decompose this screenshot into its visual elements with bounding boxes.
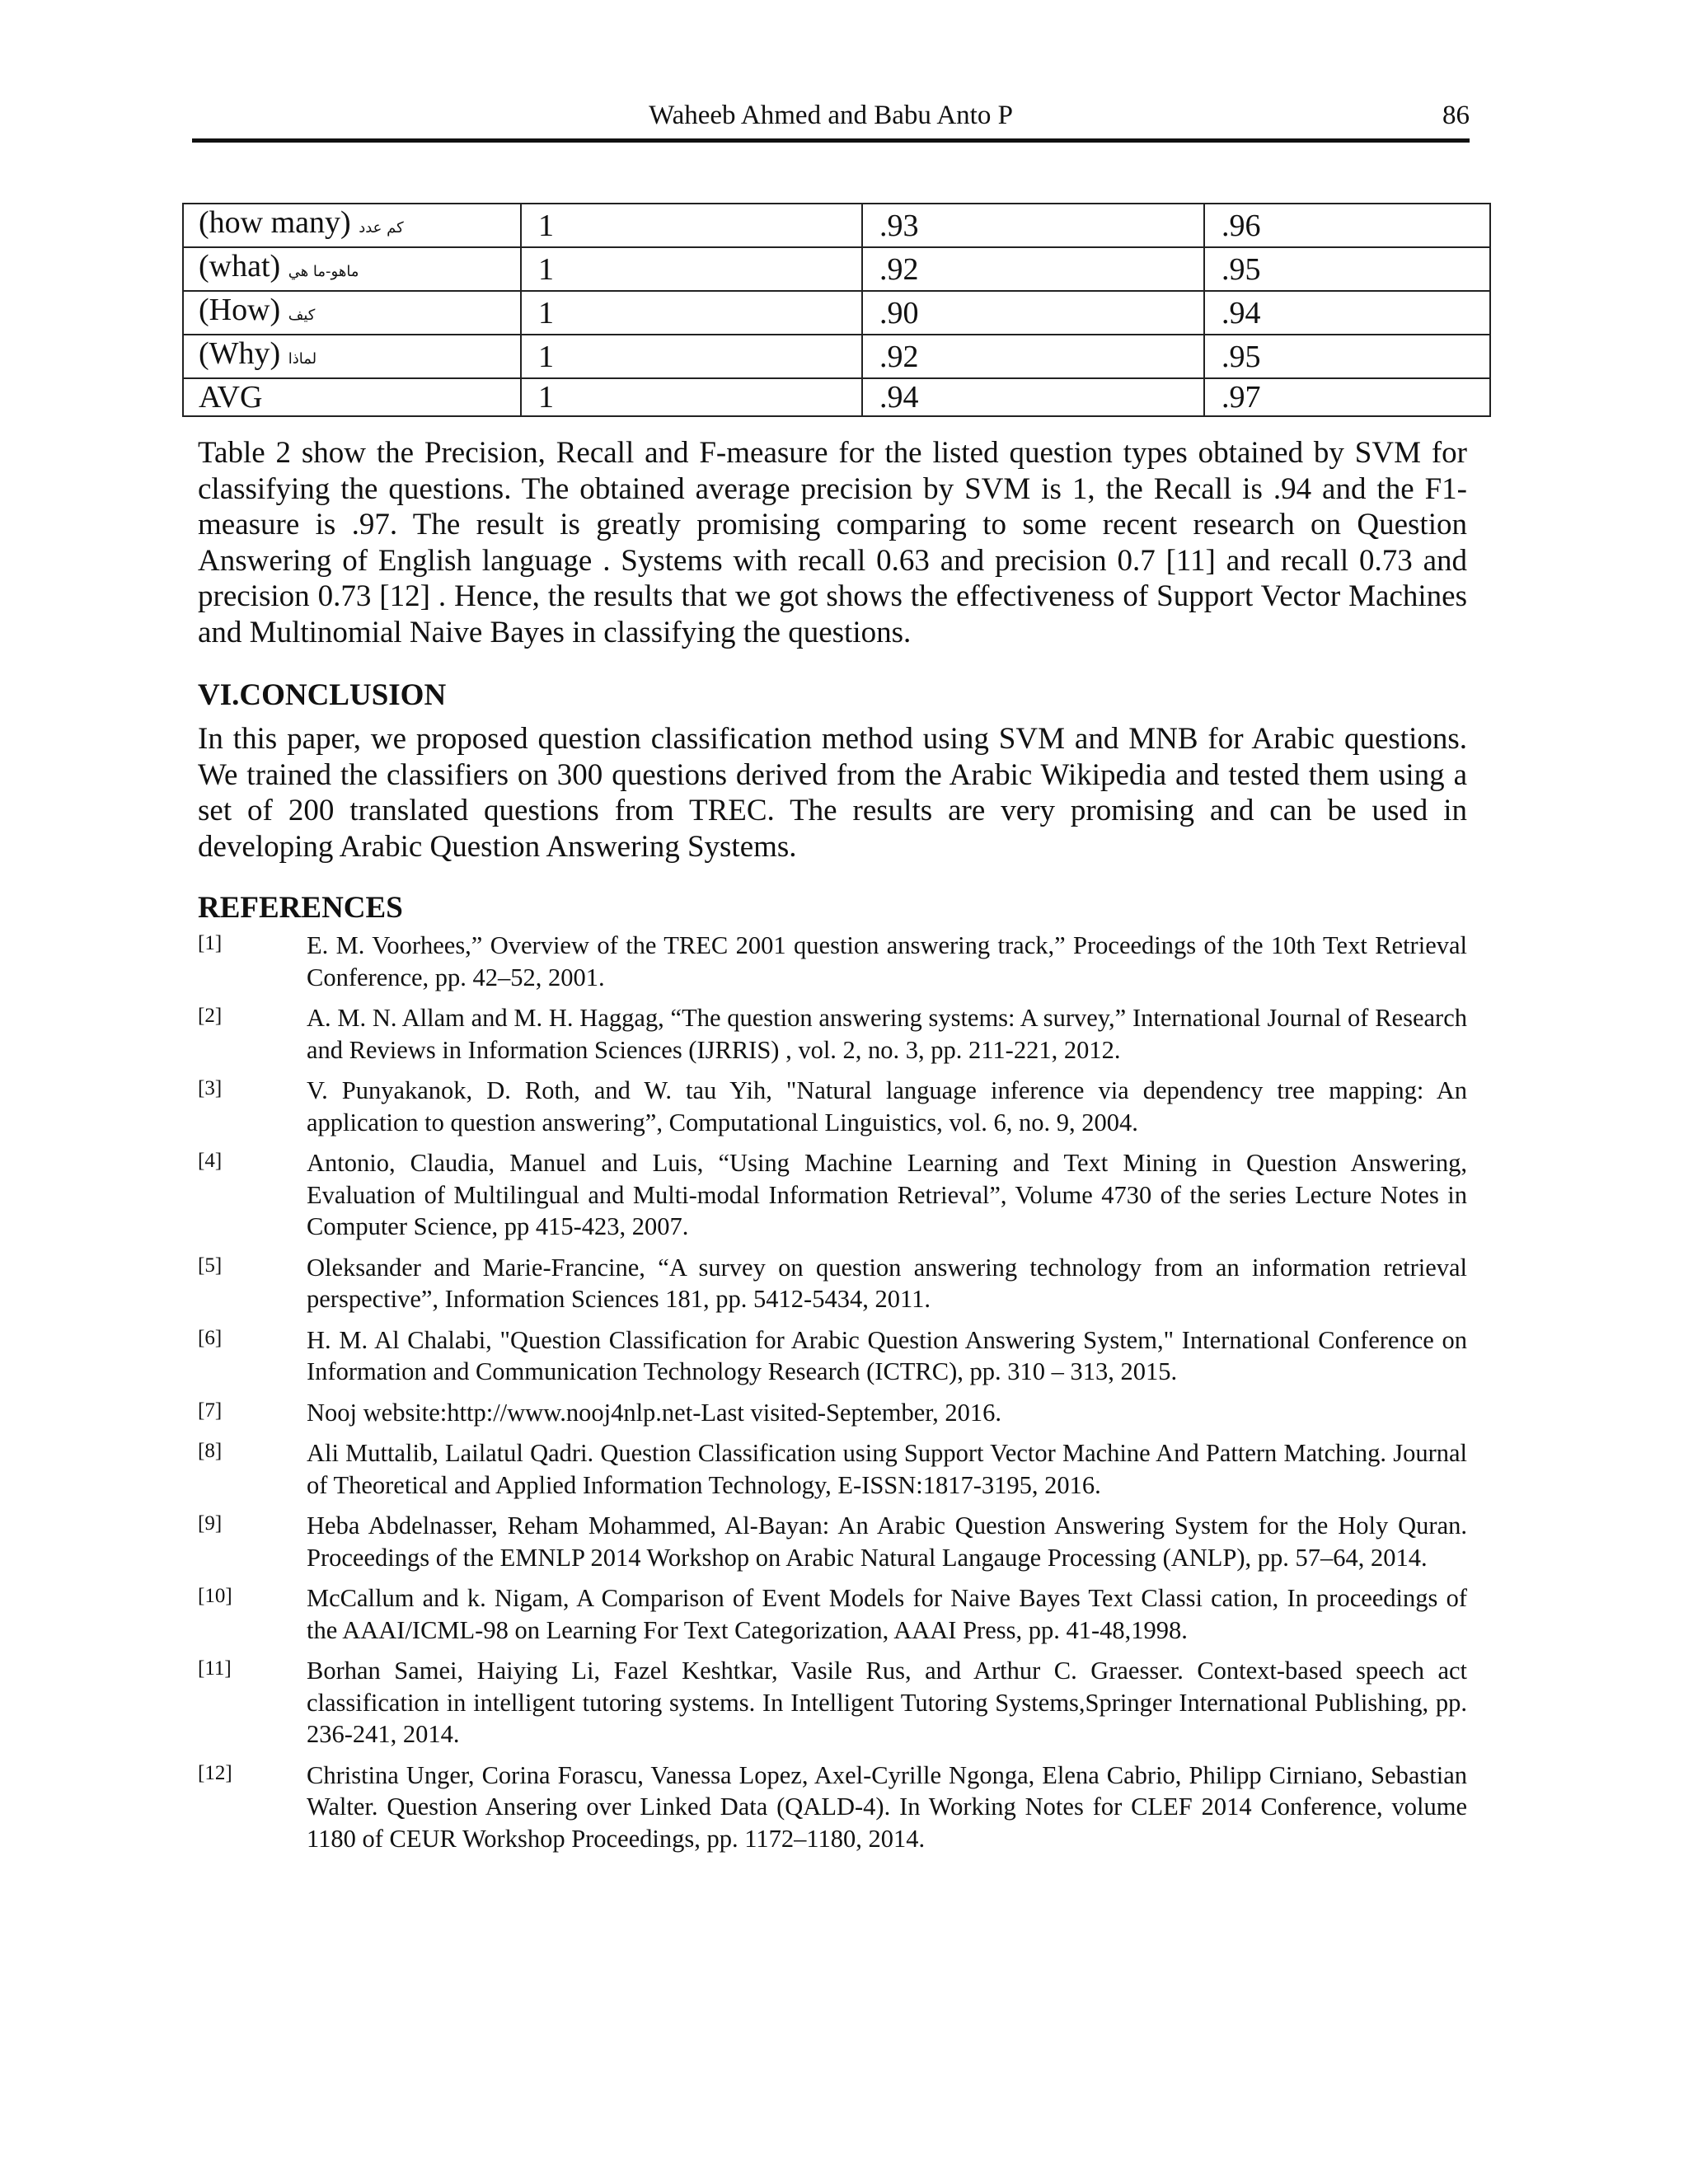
reference-item — [198, 1655, 1467, 1750]
reference-text: E. M. Voorhees,” Overview of the TREC 2001 question answering track,” Proceedings of the 10th Text Retrieval Conference, pp. 42–52, 2001. — [307, 931, 1467, 991]
reference-number: [1] — [198, 932, 223, 954]
table-row — [183, 378, 1490, 416]
table-row — [183, 247, 1490, 291]
reference-text: Antonio, Claudia, Manuel and Luis, “Using Machine Learning and Text Mining in Question Answering, Evaluation of Multilingual and Multi-modal Information Retrieval”, Volume 4730 of the series Lecture Notes in Computer Science, pp 415-423, 2007. — [307, 1149, 1467, 1240]
reference-item — [198, 1147, 1467, 1243]
arabic-question-word: ماهو-ما هي — [288, 263, 359, 280]
reference-number: [11] — [198, 1657, 232, 1680]
table-row — [183, 291, 1490, 335]
precision-cell: 1 — [521, 291, 862, 335]
reference-number: [10] — [198, 1585, 232, 1607]
reference-number: [2] — [198, 1005, 223, 1027]
references-list — [198, 930, 1467, 1863]
f-measure-cell: .94 — [1204, 291, 1490, 335]
header-authors: Waheeb Ahmed and Babu Anto P — [649, 101, 1013, 130]
reference-text: Heba Abdelnasser, Reham Mohammed, Al-Bayan: An Arabic Question Answering System for the Holy Quran. Proceedings of the EMNLP 2014 Workshop on Arabic Natural Langauge Processing (ANLP), pp. 57–64, 2014. — [307, 1511, 1467, 1572]
f-measure-cell: .96 — [1204, 204, 1490, 247]
reference-number: [7] — [198, 1399, 223, 1422]
table-row — [183, 335, 1490, 378]
reference-item — [198, 1397, 1467, 1429]
question-type-label: (how many) — [199, 205, 351, 240]
question-type-cell — [183, 335, 521, 378]
f-measure-cell: .97 — [1204, 378, 1490, 416]
recall-cell: .94 — [862, 378, 1204, 416]
reference-number: [3] — [198, 1077, 223, 1099]
reference-item — [198, 1760, 1467, 1855]
question-type-label: (How) — [199, 293, 281, 327]
reference-number: [4] — [198, 1150, 223, 1172]
reference-text: Oleksander and Marie-Francine, “A survey on question answering technology from an information retrieval perspective”, Information Sciences 181, pp. 5412-5434, 2011. — [307, 1253, 1467, 1313]
question-type-cell — [183, 291, 521, 335]
recall-cell: .93 — [862, 204, 1204, 247]
reference-item — [198, 1324, 1467, 1388]
precision-cell: 1 — [521, 204, 862, 247]
reference-item — [198, 1437, 1467, 1501]
reference-number: [5] — [198, 1254, 223, 1277]
reference-text: Borhan Samei, Haiying Li, Fazel Keshtkar, Vasile Rus, and Arthur C. Graesser. Context-based speech act classification in intelligent tutoring systems. In Intelligent Tutoring Systems,Springer International Publishing, pp. 236-241, 2014. — [307, 1657, 1467, 1748]
question-type-label: (what) — [199, 249, 281, 284]
results-table — [182, 203, 1491, 417]
question-type-label: (Why) — [199, 336, 281, 371]
reference-number: [6] — [198, 1326, 223, 1349]
reference-item — [198, 1582, 1467, 1646]
question-type-cell — [183, 247, 521, 291]
reference-text: Ali Muttalib, Lailatul Qadri. Question Classification using Support Vector Machine And Pattern Matching. Journal of Theoretical and Applied Information Technology, E-ISSN:1817-3195, 2016. — [307, 1439, 1467, 1499]
reference-item — [198, 930, 1467, 993]
arabic-question-word: كم عدد — [359, 219, 404, 237]
f-measure-cell: .95 — [1204, 335, 1490, 378]
conclusion-paragraph: In this paper, we proposed question classification method using SVM and MNB for Arabic questions. We trained the classifiers on 300 questions derived from the Arabic Wikipedia and tested them using a set of 200 translated questions from TREC. The results are very promising and can be used in developing Arabic Question Answering Systems. — [198, 722, 1467, 864]
running-header — [192, 97, 1470, 143]
reference-text: V. Punyakanok, D. Roth, and W. tau Yih, "Natural language inference via dependency tree mapping: An application to question answering”, Computational Linguistics, vol. 6, no. 9, 2004. — [307, 1076, 1467, 1137]
reference-text: Christina Unger, Corina Forascu, Vanessa Lopez, Axel-Cyrille Ngonga, Elena Cabrio, Philipp Cirniano, Sebastian Walter. Question Ansering over Linked Data (QALD-4). In Working Notes for CLEF 2014 Conference, volume 1180 of CEUR Workshop Proceedings, pp. 1172–1180, 2014. — [307, 1760, 1467, 1853]
reference-number: [8] — [198, 1440, 223, 1462]
recall-cell: .90 — [862, 291, 1204, 335]
conclusion-heading: VI.CONCLUSION — [198, 678, 447, 712]
reference-item — [198, 1510, 1467, 1573]
recall-cell: .92 — [862, 335, 1204, 378]
question-type-cell — [183, 204, 521, 247]
reference-item — [198, 1002, 1467, 1066]
reference-item — [198, 1252, 1467, 1315]
question-type-cell — [183, 378, 521, 416]
reference-text: A. M. N. Allam and M. H. Haggag, “The question answering systems: A survey,” International Journal of Research and Reviews in Information Sciences (IJRRIS) , vol. 2, no. 3, pp. 211-221, 2012. — [307, 1004, 1467, 1064]
page-number: 86 — [1442, 101, 1470, 130]
f-measure-cell: .95 — [1204, 247, 1490, 291]
results-paragraph: Table 2 show the Precision, Recall and F-measure for the listed question types obtained by SVM for classifying the questions. The obtained average precision by SVM is 1, the Recall is .94 and the F1-measure is .97. The result is greatly promising comparing to some recent research on Question Answering of English language . Systems with recall 0.63 and precision 0.7 [11] and recall 0.73 and precision 0.73 [12] . Hence, the results that we got shows the effectiveness of Support Vector Machines and Multinomial Naive Bayes in classifying the questions. — [198, 436, 1467, 649]
reference-text: Nooj website:http://www.nooj4nlp.net-Last visited-September, 2016. — [307, 1398, 1002, 1427]
arabic-question-word: لماذا — [288, 350, 317, 368]
recall-cell: .92 — [862, 247, 1204, 291]
reference-text: McCallum and k. Nigam, A Comparison of Event Models for Naive Bayes Text Classi cation, In proceedings of the AAAI/ICML-98 on Learning For Text Categorization, AAAI Press, pp. 41-48,1998. — [307, 1584, 1467, 1644]
reference-item — [198, 1075, 1467, 1138]
reference-number: [12] — [198, 1761, 232, 1784]
precision-cell: 1 — [521, 335, 862, 378]
table-row — [183, 204, 1490, 247]
references-heading: REFERENCES — [198, 891, 403, 925]
precision-cell: 1 — [521, 378, 862, 416]
precision-cell: 1 — [521, 247, 862, 291]
question-type-label: AVG — [199, 380, 263, 415]
reference-number: [9] — [198, 1512, 223, 1535]
reference-text: H. M. Al Chalabi, "Question Classification for Arabic Question Answering System," International Conference on Information and Communication Technology Research (ICTRC), pp. 310 – 313, 2015. — [307, 1325, 1467, 1385]
arabic-question-word: كيف — [288, 307, 316, 324]
